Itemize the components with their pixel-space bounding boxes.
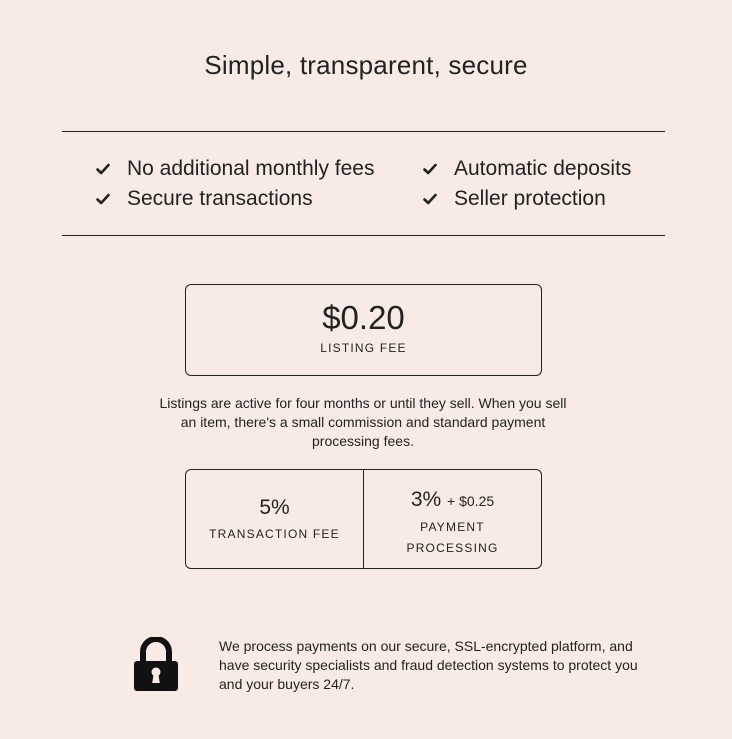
features-list (96, 154, 676, 218)
feature-item-automatic-deposits (423, 154, 631, 184)
feature-item-monthly-fees (96, 154, 374, 184)
transaction-fee-value: 5% (259, 496, 290, 519)
feature-label: Secure transactions (127, 187, 313, 210)
payment-processing-cell (363, 470, 541, 568)
page-title: Simple, transparent, secure (204, 50, 528, 80)
payment-processing-extra: + $0.25 (447, 493, 495, 509)
listing-fee-label: LISTING FEE (320, 341, 407, 355)
feature-label: No additional monthly fees (127, 157, 375, 180)
feature-label: Seller protection (454, 187, 606, 210)
transaction-fee-label: TRANSACTION FEE (209, 527, 340, 541)
check-icon (423, 192, 437, 206)
payment-processing-percent: 3% (410, 488, 442, 511)
payment-processing-label-line1: PAYMENT (420, 520, 485, 534)
divider-top (62, 131, 665, 132)
fees-card (185, 469, 542, 569)
feature-label: Automatic deposits (454, 157, 632, 180)
listing-fee-card (185, 284, 542, 376)
listing-fee-price: $0.20 (322, 299, 405, 336)
check-icon (96, 192, 110, 206)
check-icon (96, 162, 110, 176)
feature-item-secure-transactions (96, 184, 313, 214)
transaction-fee-cell (186, 470, 363, 568)
feature-item-seller-protection (423, 184, 606, 214)
divider-bottom (62, 235, 665, 236)
listing-description: Listings are active for four months or until they sell. When you sell an item, there's a small commission and standard payment processing fees. (159, 395, 567, 449)
payment-processing-value-row (364, 487, 541, 514)
payment-processing-label-line2: PROCESSING (406, 541, 499, 555)
check-icon (423, 162, 437, 176)
security-description: We process payments on our secure, SSL-encrypted platform, and have security specialists and fraud detection systems to protect you and your buyers 24/7. (219, 638, 638, 692)
lock-icon (133, 637, 179, 692)
